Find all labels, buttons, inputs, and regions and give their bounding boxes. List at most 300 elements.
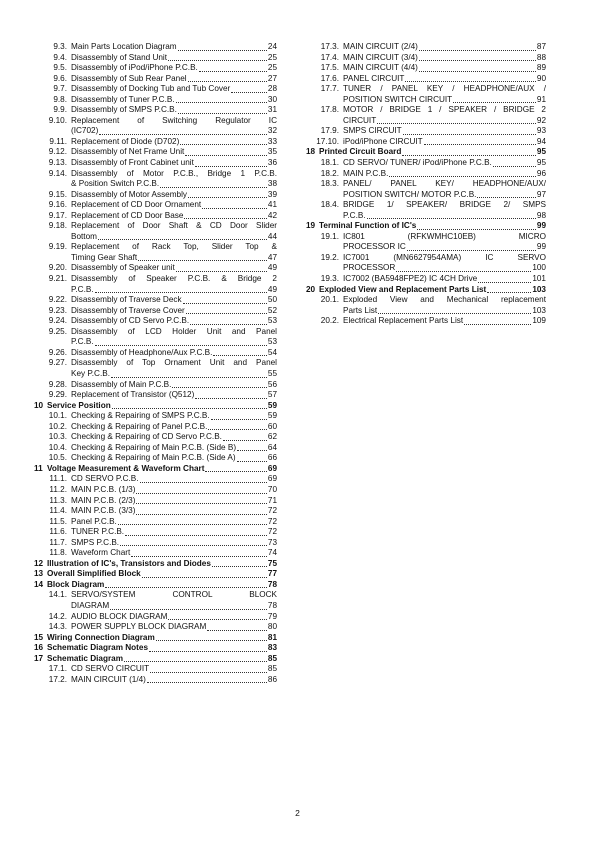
toc-entry-line <box>71 211 277 222</box>
toc-entry-number: 9.10. <box>48 115 67 125</box>
toc-entry-page: 79 <box>267 611 277 621</box>
toc-entry-line <box>343 63 546 74</box>
toc-entry-page: 52 <box>267 305 277 315</box>
toc-entry-title: AUDIO BLOCK DIAGRAM <box>71 611 168 621</box>
page-number: 2 <box>295 808 300 818</box>
toc-left-column <box>34 42 277 685</box>
toc-entry-page: 60 <box>267 421 277 431</box>
toc-entry-line <box>71 285 277 296</box>
toc-entry-title: PROCESSOR IC <box>343 242 406 252</box>
toc-entry-title: Disassembly of Front Cabinet unit <box>71 158 194 168</box>
toc-subsection-entry <box>34 221 277 242</box>
toc-entry-line <box>71 506 277 517</box>
toc-entry-page: 62 <box>267 432 277 442</box>
toc-subsection-entry <box>34 443 277 454</box>
toc-entry-title: & Position Switch P.C.B. <box>71 179 160 189</box>
toc-entry-line <box>71 527 277 538</box>
toc-entry-line <box>343 95 546 106</box>
toc-entry-number: 17.1. <box>48 664 67 674</box>
toc-entry-page: 42 <box>267 210 277 220</box>
toc-subsection-entry <box>34 590 277 611</box>
toc-entry-number: 12 <box>34 558 44 568</box>
toc-entry-number: 14.3. <box>48 622 67 632</box>
toc-entry-title: POWER SUPPLY BLOCK DIAGRAM <box>71 622 207 632</box>
dot-leader <box>185 155 267 156</box>
toc-entry-page: 33 <box>267 136 277 146</box>
toc-entry-page: 56 <box>267 379 277 389</box>
toc-entry-title: Panel P.C.B. <box>71 516 117 526</box>
toc-entry-number: 9.24. <box>48 316 67 326</box>
toc-entry-line <box>71 612 277 623</box>
dot-leader <box>231 92 267 93</box>
toc-entry-line <box>71 422 277 433</box>
dot-leader <box>140 482 267 483</box>
dot-leader <box>237 450 267 451</box>
toc-entry-title: MAIN P.C.B. <box>343 168 389 178</box>
dot-leader <box>149 651 267 652</box>
toc-entry-page: 78 <box>267 579 277 589</box>
toc-entry-line <box>71 42 277 53</box>
toc-entry-line <box>343 116 546 127</box>
toc-entry-page: 72 <box>267 516 277 526</box>
dot-leader <box>207 630 267 631</box>
toc-entry-number: 17.9. <box>320 126 339 136</box>
dot-leader <box>150 672 267 673</box>
dot-leader <box>176 102 267 103</box>
toc-entry-number: 9.28. <box>48 379 67 389</box>
toc-entry-page: 75 <box>267 558 277 568</box>
toc-entry-number: 9.20. <box>48 263 67 273</box>
toc-entry-title: DIAGRAM <box>71 600 110 610</box>
toc-entry-title: Printed Circuit Board <box>319 147 402 157</box>
toc-entry-number: 11.2. <box>49 484 67 494</box>
toc-entry-title: IC801 (RFKWMHC10EB) MICRO <box>343 231 546 241</box>
toc-entry-title: Disassembly of Speaker P.C.B. & Bridge 2 <box>71 274 277 284</box>
dot-leader <box>138 260 267 261</box>
toc-entry-number: 9.27. <box>48 358 67 368</box>
toc-entry-title: PROCESSOR <box>343 263 396 273</box>
dot-leader <box>99 134 267 135</box>
toc-entry-number: 9.16. <box>48 200 67 210</box>
toc-entry-number: 9.9. <box>53 105 67 115</box>
toc-subsection-entry <box>306 295 546 316</box>
toc-subsection-entry <box>34 548 277 559</box>
toc-entry-number: 10.4. <box>48 442 67 452</box>
toc-entry-page: 103 <box>532 284 546 294</box>
dot-leader <box>95 345 267 346</box>
toc-entry-title: Bottom <box>71 231 97 241</box>
toc-entry-page: 99 <box>536 242 546 252</box>
dot-leader <box>180 144 267 145</box>
toc-entry-line <box>71 443 277 454</box>
toc-section-entry <box>34 569 277 580</box>
toc-entry-title: SMPS P.C.B. <box>71 537 120 547</box>
dot-leader <box>136 493 266 494</box>
dot-leader <box>419 50 536 51</box>
toc-entry-title: Checking & Repairing of Main P.C.B. (Side B) <box>71 442 237 452</box>
toc-entry-number: 11.7. <box>49 537 67 547</box>
toc-entry-title: (IC702) <box>71 126 99 136</box>
toc-entry-number: 11.1. <box>49 474 67 484</box>
toc-subsection-entry <box>306 200 546 221</box>
toc-subsection-entry <box>306 126 546 137</box>
toc-subsection-entry <box>306 84 546 105</box>
toc-entry-page: 86 <box>267 674 277 684</box>
toc-entry-number: 18.2. <box>320 168 339 178</box>
toc-entry-number: 9.29. <box>48 390 67 400</box>
toc-entry-line <box>71 675 277 686</box>
toc-entry-line <box>71 622 277 633</box>
toc-section-entry <box>34 633 277 644</box>
toc-entry-line <box>71 158 277 169</box>
toc-entry-number: 9.7. <box>53 84 67 94</box>
dot-leader <box>419 71 536 72</box>
toc-entry-title: CD SERVO/ TUNER/ iPod/iPhone P.C.B. <box>343 158 492 168</box>
toc-entry-line <box>47 580 277 591</box>
toc-entry-title: Disassembly of Speaker unit <box>71 263 175 273</box>
toc-entry-number: 13 <box>34 569 44 579</box>
dot-leader <box>156 640 267 641</box>
dot-leader <box>190 324 267 325</box>
toc-entry-number: 9.4. <box>53 52 67 62</box>
toc-entry-line <box>71 411 277 422</box>
dot-leader <box>478 282 531 283</box>
toc-entry-number: 15 <box>34 632 44 642</box>
toc-entry-line <box>319 147 546 158</box>
toc-entry-number: 9.13. <box>48 158 67 168</box>
toc-entry-number: 19 <box>306 221 316 231</box>
toc-entry-line <box>71 63 277 74</box>
dot-leader <box>195 398 267 399</box>
toc-subsection-entry <box>34 63 277 74</box>
toc-entry-page: 55 <box>267 368 277 378</box>
toc-entry-page: 78 <box>267 600 277 610</box>
toc-entry-page: 77 <box>267 569 277 579</box>
toc-subsection-entry <box>34 42 277 53</box>
toc-entry-line <box>343 74 546 85</box>
toc-entry-title: Disassembly of Docking Tub and Tub Cover <box>71 84 231 94</box>
toc-entry-title: Disassembly of Headphone/Aux P.C.B. <box>71 347 213 357</box>
toc-entry-page: 32 <box>267 126 277 136</box>
toc-entry-title: Overall Simplified Block <box>47 569 141 579</box>
toc-entry-number: 10.3. <box>48 432 67 442</box>
toc-entry-page: 59 <box>267 400 277 410</box>
dot-leader <box>208 429 267 430</box>
dot-leader <box>136 514 266 515</box>
toc-entry-number: 11.8. <box>49 548 67 558</box>
toc-entry-line <box>71 453 277 464</box>
toc-subsection-entry <box>34 348 277 359</box>
toc-entry-title: Replacement of Switching Regulator IC <box>71 115 277 125</box>
toc-entry-line <box>71 369 277 380</box>
dot-leader <box>402 155 536 156</box>
toc-entry-number: 9.19. <box>48 242 67 252</box>
toc-entry-title: Replacement of CD Door Base <box>71 210 184 220</box>
toc-entry-line <box>71 390 277 401</box>
toc-entry-page: 85 <box>267 664 277 674</box>
toc-subsection-entry <box>34 147 277 158</box>
dot-leader <box>493 166 536 167</box>
toc-subsection-entry <box>34 358 277 379</box>
toc-entry-title: Schematic Diagram <box>47 653 123 663</box>
toc-entry-title: MAIN CIRCUIT (2/4) <box>343 42 418 51</box>
dot-leader <box>417 229 536 230</box>
toc-entry-number: 10.1. <box>48 411 67 421</box>
toc-entry-number: 17.10. <box>316 136 339 146</box>
toc-entry-page: 100 <box>532 263 546 273</box>
toc-entry-number: 18.4. <box>320 200 339 210</box>
dot-leader <box>112 408 267 409</box>
toc-subsection-entry <box>34 390 277 401</box>
toc-entry-line <box>71 316 277 327</box>
toc-entry-line <box>71 190 277 201</box>
toc-entry-number: 11.6. <box>49 527 67 537</box>
toc-entry-line <box>71 95 277 106</box>
toc-subsection-entry <box>306 169 546 180</box>
dot-leader <box>367 218 536 219</box>
toc-entry-line <box>71 538 277 549</box>
toc-entry-title: Checking & Repairing of CD Servo P.C.B. <box>71 432 222 442</box>
toc-entry-page: 57 <box>267 390 277 400</box>
dot-leader <box>160 187 267 188</box>
toc-entry-line <box>71 548 277 559</box>
toc-entry-line <box>71 253 277 264</box>
toc-entry-page: 28 <box>267 84 277 94</box>
toc-entry-number: 20 <box>306 284 316 294</box>
toc-entry-title: CIRCUIT <box>343 115 377 125</box>
dot-leader <box>223 440 267 441</box>
toc-entry-page: 25 <box>267 63 277 73</box>
toc-subsection-entry <box>34 517 277 528</box>
dot-leader <box>176 271 267 272</box>
toc-entry-line <box>71 179 277 190</box>
toc-entry-page: 87 <box>536 42 546 51</box>
toc-entry-page: 80 <box>267 622 277 632</box>
toc-entry-title: TUNER P.C.B. <box>71 527 125 537</box>
toc-entry-line <box>343 169 546 180</box>
toc-entry-number: 17.4. <box>320 52 339 62</box>
toc-entry-number: 9.11. <box>49 136 67 146</box>
toc-entry-line <box>71 105 277 116</box>
dot-leader <box>124 661 267 662</box>
toc-entry-title: POSITION SWITCH/ MOTOR P.C.B. <box>343 189 477 199</box>
toc-entry-line <box>47 401 277 412</box>
toc-entry-title: MAIN CIRCUIT (4/4) <box>343 63 418 73</box>
toc-subsection-entry <box>306 158 546 169</box>
toc-entry-title: P.C.B. <box>343 210 366 220</box>
toc-entry-number: 17.6. <box>320 73 339 83</box>
toc-subsection-entry <box>34 74 277 85</box>
dot-leader <box>168 619 266 620</box>
toc-entry-title: Terminal Function of IC's <box>319 221 417 231</box>
toc-subsection-entry <box>34 485 277 496</box>
toc-entry-title: Wiring Connection Diagram <box>47 632 155 642</box>
toc-subsection-entry <box>34 316 277 327</box>
toc-section-entry <box>34 401 277 412</box>
toc-subsection-entry <box>34 211 277 222</box>
toc-section-entry <box>306 147 546 158</box>
toc-entry-line <box>343 42 546 53</box>
toc-entry-number: 20.1. <box>320 295 339 305</box>
toc-entry-page: 83 <box>267 643 277 653</box>
toc-entry-page: 85 <box>267 653 277 663</box>
toc-entry-line <box>71 137 277 148</box>
toc-entry-page: 35 <box>267 147 277 157</box>
dot-leader <box>477 197 535 198</box>
toc-entry-page: 92 <box>536 115 546 125</box>
toc-entry-title: BRIDGE 1/ SPEAKER/ BRIDGE 2/ SMPS <box>343 200 546 210</box>
toc-subsection-entry <box>34 622 277 633</box>
toc-entry-line <box>71 295 277 306</box>
toc-entry-line <box>71 474 277 485</box>
toc-entry-title: Checking & Repairing of Panel P.C.B. <box>71 421 208 431</box>
toc-entry-number: 14 <box>34 579 44 589</box>
toc-entry-number: 18.1. <box>320 158 339 168</box>
dot-leader <box>168 60 267 61</box>
dot-leader <box>377 123 536 124</box>
toc-entry-title: Disassembly of Motor Assembly <box>71 189 188 199</box>
toc-entry-title: Replacement of Transistor (Q512) <box>71 390 195 400</box>
dot-leader <box>205 471 266 472</box>
toc-subsection-entry <box>306 179 546 200</box>
toc-entry-page: 96 <box>536 168 546 178</box>
toc-entry-line <box>343 316 546 327</box>
toc-entry-number: 17.5. <box>320 63 339 73</box>
toc-entry-title: MOTOR / BRIDGE 1 / SPEAKER / BRIDGE 2 <box>343 105 546 115</box>
toc-entry-title: MAIN P.C.B. (1/3) <box>71 484 136 494</box>
dot-leader <box>105 587 267 588</box>
dot-leader <box>464 324 531 325</box>
toc-subsection-entry <box>34 105 277 116</box>
toc-entry-title: CD SERVO P.C.B. <box>71 474 139 484</box>
toc-entry-page: 74 <box>267 548 277 558</box>
toc-entry-page: 103 <box>532 305 546 315</box>
toc-entry-title: IC7001 (MN6627954AMA) IC SERVO <box>343 252 546 262</box>
toc-entry-title: Disassembly of iPod/iPhone P.C.B. <box>71 63 198 73</box>
toc-entry-line <box>343 158 546 169</box>
toc-entry-page: 66 <box>267 453 277 463</box>
toc-entry-page: 27 <box>267 73 277 83</box>
toc-section-entry <box>34 464 277 475</box>
toc-entry-title: POSITION SWITCH CIRCUIT <box>343 94 453 104</box>
dot-leader <box>487 292 531 293</box>
toc-entry-page: 99 <box>536 221 546 231</box>
toc-entry-line <box>71 432 277 443</box>
toc-entry-number: 17 <box>34 653 44 663</box>
toc-subsection-entry <box>34 53 277 64</box>
toc-entry-page: 69 <box>267 474 277 484</box>
dot-leader <box>188 81 267 82</box>
dot-leader <box>183 303 267 304</box>
dot-leader <box>403 134 536 135</box>
toc-subsection-entry <box>34 158 277 169</box>
toc-entry-title: Voltage Measurement & Waveform Chart <box>47 463 205 473</box>
dot-leader <box>396 271 531 272</box>
toc-entry-line <box>343 137 546 148</box>
toc-entry-page: 38 <box>267 179 277 189</box>
toc-subsection-entry <box>34 496 277 507</box>
toc-entry-title: Disassembly of Net Frame Unit <box>71 147 185 157</box>
toc-entry-line <box>71 664 277 675</box>
toc-entry-title: SMPS CIRCUIT <box>343 126 402 136</box>
toc-subsection-entry <box>34 84 277 95</box>
toc-entry-title: PANEL/ PANEL KEY/ HEADPHONE/AUX/ <box>343 179 546 189</box>
toc-entry-number: 9.17. <box>48 210 67 220</box>
toc-entry-line <box>343 306 546 317</box>
toc-entry-number: 17.8. <box>320 105 339 115</box>
dot-leader <box>111 377 267 378</box>
toc-subsection-entry <box>34 474 277 485</box>
dot-leader <box>118 524 267 525</box>
toc-entry-line <box>319 221 546 232</box>
toc-entry-number: 14.1. <box>48 590 67 600</box>
toc-entry-page: 88 <box>536 52 546 62</box>
toc-entry-title: P.C.B. <box>71 337 94 347</box>
toc-subsection-entry <box>34 411 277 422</box>
toc-entry-line <box>343 211 546 222</box>
toc-entry-line <box>47 464 277 475</box>
toc-subsection-entry <box>34 95 277 106</box>
toc-entry-title: Disassembly of Main P.C.B. <box>71 379 172 389</box>
toc-subsection-entry <box>306 42 546 53</box>
toc-entry-line <box>47 559 277 570</box>
toc-subsection-entry <box>34 263 277 274</box>
toc-entry-title: Disassembly of SMPS P.C.B. <box>71 105 177 115</box>
toc-entry-title: Service Position <box>47 400 111 410</box>
toc-entry-title: Disassembly of Sub Rear Panel <box>71 73 187 83</box>
toc-entry-title: Disassembly of Stand Unit <box>71 52 168 62</box>
toc-subsection-entry <box>34 295 277 306</box>
toc-entry-page: 44 <box>267 231 277 241</box>
toc-entry-title: Disassembly of Traverse Cover <box>71 305 185 315</box>
toc-entry-line <box>71 337 277 348</box>
toc-entry-page: 93 <box>536 126 546 136</box>
dot-leader <box>405 81 535 82</box>
toc-section-entry <box>306 221 546 232</box>
toc-entry-title: Waveform Chart <box>71 548 131 558</box>
toc-subsection-entry <box>34 274 277 295</box>
toc-entry-line <box>47 569 277 580</box>
toc-section-entry <box>306 285 546 296</box>
toc-subsection-entry <box>34 675 277 686</box>
toc-entry-line <box>71 380 277 391</box>
toc-subsection-entry <box>34 453 277 464</box>
toc-entry-page: 25 <box>267 52 277 62</box>
toc-entry-number: 9.21. <box>48 274 67 284</box>
toc-entry-page: 50 <box>267 295 277 305</box>
toc-entry-line <box>71 84 277 95</box>
toc-subsection-entry <box>34 538 277 549</box>
dot-leader <box>172 387 266 388</box>
toc-entry-page: 97 <box>536 189 546 199</box>
toc-entry-title: Checking & Repairing of SMPS P.C.B. <box>71 411 210 421</box>
toc-entry-line <box>343 274 546 285</box>
toc-entry-page: 70 <box>267 484 277 494</box>
toc-entry-page: 49 <box>267 263 277 273</box>
toc-subsection-entry <box>34 137 277 148</box>
dot-leader <box>419 60 536 61</box>
dot-leader <box>178 113 267 114</box>
dot-leader <box>389 176 536 177</box>
toc-entry-page: 91 <box>536 94 546 104</box>
toc-subsection-entry <box>306 274 546 285</box>
toc-entry-page: 72 <box>267 527 277 537</box>
toc-subsection-entry <box>306 137 546 148</box>
toc-entry-title: Replacement of Rack Top, Slider Top & <box>71 242 277 252</box>
toc-entry-line <box>71 200 277 211</box>
dot-leader <box>188 197 267 198</box>
toc-entry-title: Disassembly of LCD Holder Unit and Panel <box>71 326 277 336</box>
